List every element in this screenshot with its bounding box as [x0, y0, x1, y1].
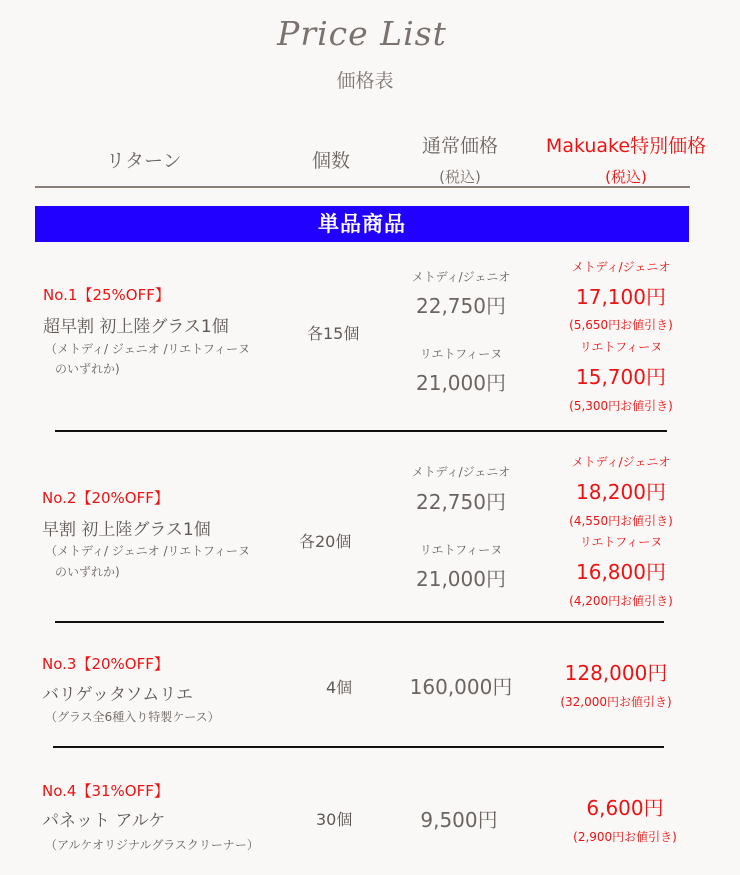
regular-price: 9,500円 — [420, 808, 498, 832]
product-note: のいずれか) — [55, 362, 120, 376]
product-name: パネット アルケ — [42, 811, 166, 831]
special-variant-label: メトディ/ジェニオ — [571, 455, 671, 469]
column-header-return: リターン — [106, 150, 182, 172]
regular-variant-label: リエトフィーヌ — [419, 347, 503, 361]
product-number: No.3【20%OFF】 — [42, 655, 169, 673]
special-price: 18,200円 — [576, 480, 666, 504]
row-divider — [55, 430, 667, 432]
special-price: 17,100円 — [576, 285, 666, 309]
special-discount: (32,000円お値引き) — [560, 695, 672, 709]
special-price: 16,800円 — [576, 560, 666, 584]
product-number: No.2【20%OFF】 — [42, 489, 169, 507]
header-divider — [35, 186, 690, 188]
special-variant-label: メトディ/ジェニオ — [571, 260, 671, 274]
regular-price: 21,000円 — [416, 567, 506, 591]
special-discount: (5,300円お値引き) — [569, 399, 673, 413]
section-title: 単品商品 — [35, 206, 689, 242]
product-quantity: 30個 — [316, 810, 353, 829]
product-name: 早割 初上陸グラス1個 — [42, 520, 211, 540]
special-discount: (4,200円お値引き) — [569, 594, 673, 608]
product-name: 超早割 初上陸グラス1個 — [43, 317, 229, 337]
product-quantity: 4個 — [326, 678, 353, 697]
regular-price: 22,750円 — [416, 294, 506, 318]
regular-variant-label: メトディ/ジェニオ — [411, 270, 511, 284]
regular-price: 21,000円 — [416, 371, 506, 395]
special-discount: (4,550円お値引き) — [569, 514, 673, 528]
special-variant-label: リエトフィーヌ — [579, 535, 663, 549]
special-discount: (5,650円お値引き) — [569, 318, 673, 332]
page-subtitle: 価格表 — [336, 70, 394, 92]
product-note: （アルケオリジナルグラスクリーナー） — [45, 838, 259, 852]
special-price: 128,000円 — [564, 661, 668, 685]
product-number: No.1【25%OFF】 — [43, 286, 170, 304]
column-header-quantity: 個数 — [312, 150, 351, 172]
product-quantity: 各15個 — [307, 324, 360, 343]
column-header-regular-price: 通常価格 — [421, 135, 498, 157]
special-variant-label: リエトフィーヌ — [579, 340, 663, 354]
product-note: のいずれか) — [55, 565, 120, 579]
page-title: Price List — [277, 14, 447, 53]
product-number: No.4【31%OFF】 — [42, 782, 169, 800]
column-header-special-price: Makuake特別価格 — [545, 135, 707, 157]
column-header-special-tax: (税込) — [605, 168, 647, 186]
product-quantity: 各20個 — [299, 532, 352, 551]
column-header-regular-tax: (税込) — [439, 168, 481, 186]
product-note: （メトディ/ ジェニオ /リエトフィーヌ — [45, 544, 250, 558]
row-divider — [53, 746, 664, 748]
regular-variant-label: メトディ/ジェニオ — [411, 465, 511, 479]
regular-variant-label: リエトフィーヌ — [419, 543, 503, 557]
regular-price: 160,000円 — [409, 675, 513, 699]
product-note: （グラス全6種入り特製ケース） — [45, 710, 220, 724]
special-discount: (2,900円お値引き) — [573, 830, 677, 844]
special-price: 6,600円 — [586, 796, 664, 820]
special-price: 15,700円 — [576, 365, 666, 389]
regular-price: 22,750円 — [416, 490, 506, 514]
product-note: （メトディ/ ジェニオ /リエトフィーヌ — [45, 342, 250, 356]
row-divider — [55, 621, 664, 623]
product-name: バリゲッタソムリエ — [42, 685, 193, 705]
